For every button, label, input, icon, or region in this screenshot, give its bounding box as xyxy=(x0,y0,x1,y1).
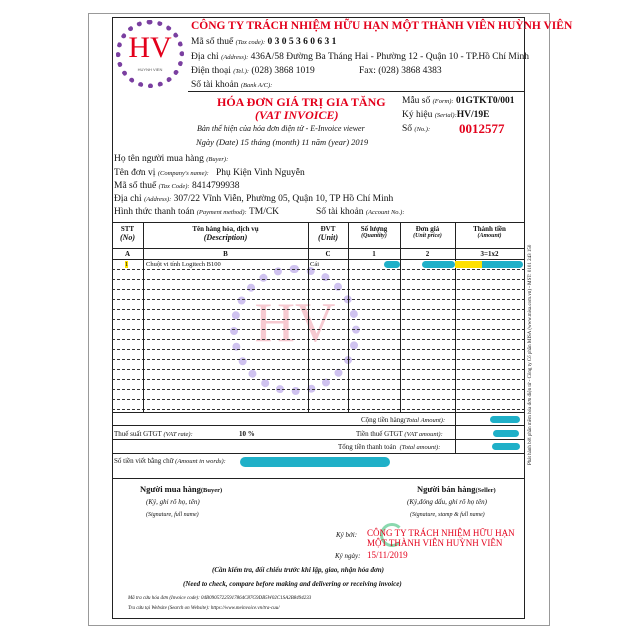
table-row-divider xyxy=(112,329,525,330)
column-header-4: Đơn giá (Unit price) xyxy=(413,225,442,239)
lookup-website[interactable]: Tra cứu tại Website (Search on Website): https://www.meinvoice.vn/tra-cuu/ xyxy=(128,606,280,611)
vat-rate: 10 % xyxy=(239,430,255,438)
table-row-divider xyxy=(112,379,525,380)
redacted-words xyxy=(240,457,390,467)
company-logo: HV HUYNH VIEN xyxy=(116,20,184,88)
column-code-5: 3=1x2 xyxy=(480,250,499,258)
redacted-amount xyxy=(455,261,523,268)
table-row-divider xyxy=(112,309,525,310)
signed-by-line2: MỘT THÀNH VIÊN HUỲNH VIÊN xyxy=(367,538,503,548)
row-description: Chuột vi tính Logitech B100 xyxy=(146,261,221,268)
invoice-subtitle: Bản thể hiện của hóa đơn điện tử - E-Invoice viewer xyxy=(197,124,365,133)
table-rule xyxy=(112,259,525,260)
table-row-divider xyxy=(112,359,525,360)
seller-name: CÔNG TY TRÁCH NHIỆM HỮU HẠN MỘT THÀNH VIÊN HUỲNH VIÊN xyxy=(191,20,573,32)
table-row-divider xyxy=(112,409,525,410)
column-header-3: Số lượng (Quantity) xyxy=(360,225,388,239)
invoice-date: Ngày (Date) 15 tháng (month) 11 năm (year) 2019 xyxy=(196,137,369,147)
serial-row: Ký hiệu (Serial):HV/19E xyxy=(402,110,490,120)
table-row-divider xyxy=(112,339,525,340)
redacted-total xyxy=(490,416,520,423)
column-header-1: Tên hàng hóa, dịch vụ (Description) xyxy=(192,225,259,242)
number-row: Số (No.): xyxy=(402,124,431,134)
column-code-3: 1 xyxy=(372,250,376,258)
buyer-company-row: Tên đơn vị (Company's name): Phụ Kiện Vinh Nguyễn xyxy=(114,168,305,178)
column-header-0: STT (No) xyxy=(119,225,136,242)
sign-date: 15/11/2019 xyxy=(367,550,408,560)
redacted-quantity xyxy=(384,261,400,268)
vat-amount-label: Tiền thuế GTGT (VAT amount): xyxy=(356,430,443,438)
side-issuer-text: Phát hành bởi phần mềm hóa đơn điện tử - Công ty Cổ phần MISA (www.misa.com.vn) - MST: 0101 243 150 xyxy=(528,244,533,466)
table-row-divider xyxy=(112,369,525,370)
redacted-grand-total xyxy=(492,443,520,450)
table-row-divider xyxy=(112,289,525,290)
invoice-code: Mã tra cứu hóa đơn (Invoice code): 04B09057225917864C87G9DB5W02C1SA2B8494233 xyxy=(128,596,312,601)
form-row: Mẫu số (Form): 01GTKT0/001 xyxy=(402,96,515,106)
buyer-sign-title: Người mua hàng(Buyer) xyxy=(140,484,223,494)
row-no: 1 xyxy=(125,261,129,268)
amount-words-label: Số tiền viết bằng chữ (Amount in words): xyxy=(114,457,226,465)
table-rule xyxy=(112,453,525,454)
column-code-1: B xyxy=(223,250,228,258)
invoice-title: HÓA ĐƠN GIÁ TRỊ GIA TĂNG xyxy=(217,95,386,109)
vat-rate-label: Thuế suất GTGT (VAT rate): xyxy=(114,430,193,438)
check-note: (Cần kiểm tra, đối chiếu trước khi lập, giao, nhận hóa đơn) xyxy=(212,566,384,574)
table-row-divider xyxy=(112,299,525,300)
seller-sign-title: Người bán hàng(Seller) xyxy=(417,484,496,494)
header-divider xyxy=(188,91,525,92)
table-rule xyxy=(112,425,525,426)
watermark-logo: HV xyxy=(230,265,360,395)
buyer-tax-row: Mã số thuế (Tax Code): 8414799938 xyxy=(114,181,240,191)
table-row-divider xyxy=(112,279,525,280)
seller-bank-row: Số tài khoản (Bank A/C): xyxy=(191,80,273,90)
seller-address-row: Địa chỉ (Address): 436A/58 Đường Ba Tháng Hai - Phường 12 - Quận 10 - TP.Hồ Chí Minh xyxy=(191,52,529,62)
buyer-sign-note-en: (Signature, full name) xyxy=(146,512,199,518)
grand-total-label: Tổng tiền thanh toán (Total amount): xyxy=(338,443,441,451)
payment-row: Hình thức thanh toán (Payment method): TM/CK xyxy=(114,207,280,217)
table-row-divider xyxy=(112,389,525,390)
column-header-5: Thành tiền (Amount) xyxy=(473,225,506,239)
buyer-name-row: Họ tên người mua hàng (Buyer): xyxy=(114,154,229,164)
seller-fax: Fax: (028) 3868 4383 xyxy=(359,66,442,76)
signed-by-line1: CÔNG TY TRÁCH NHIỆM HỮU HẠN xyxy=(367,528,515,538)
column-header-2: ĐVT (Unit) xyxy=(318,225,338,242)
invoice-number: 0012577 xyxy=(459,121,505,136)
column-code-2: C xyxy=(325,250,331,258)
table-row-divider xyxy=(112,399,525,400)
table-row-divider xyxy=(112,269,525,270)
table-rule xyxy=(112,222,525,223)
invoice-title-en: (VAT INVOICE) xyxy=(255,108,339,122)
buyer-account-row: Số tài khoản (Account No.): xyxy=(316,207,405,217)
table-rule xyxy=(112,412,525,413)
table-row-divider xyxy=(112,349,525,350)
buyer-address-row: Địa chỉ (Address): 307/22 Vĩnh Viễn, Phường 05, Quận 10, TP Hồ Chí Minh xyxy=(114,194,394,204)
seller-tel-row: Điện thoại (Tel.): (028) 3868 1019 xyxy=(191,66,315,76)
seller-sign-note-en: (Signature, stamp & full name) xyxy=(410,512,485,518)
column-code-4: 2 xyxy=(425,250,430,258)
seller-sign-note: (Ký,đóng dấu, ghi rõ họ tên) xyxy=(407,498,487,506)
table-rule xyxy=(112,248,525,249)
table-rule xyxy=(112,478,525,479)
table-rule xyxy=(112,439,525,440)
total-amount-label: Cộng tiền hàng(Total Amount): xyxy=(361,416,446,424)
totals-col-rule xyxy=(455,412,456,453)
check-note-en: (Need to check, compare before making and delivering or receiving invoice) xyxy=(183,580,402,588)
seller-tax-row: Mã số thuế (Tax code): 0 3 0 5 3 6 0 6 3 1 xyxy=(191,37,337,47)
signed-by-label: Ký bởi: xyxy=(336,531,358,539)
buyer-sign-note: (Ký, ghi rõ họ, tên) xyxy=(146,498,200,506)
row-unit: Cái xyxy=(310,261,320,268)
redacted-unit-price xyxy=(422,261,455,268)
column-code-0: A xyxy=(124,250,131,258)
sign-date-label: Ký ngày: xyxy=(335,552,361,560)
redacted-vat xyxy=(493,430,519,437)
table-row-divider xyxy=(112,319,525,320)
